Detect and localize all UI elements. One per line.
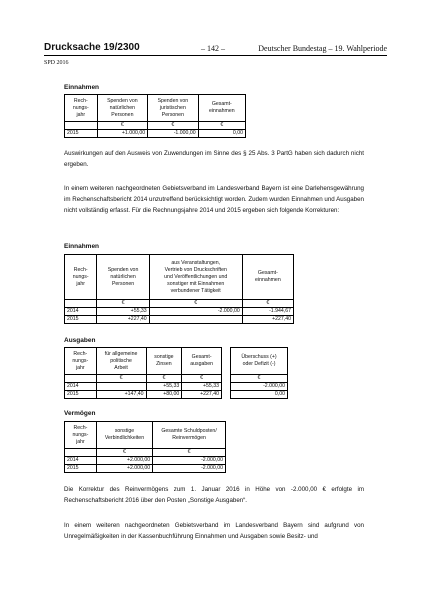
page-header [44, 42, 387, 56]
year-cell: 2015 [65, 391, 97, 399]
value-cell: +227,40 [242, 316, 293, 324]
value-cell: -2.000,00 [231, 383, 288, 391]
unit-cell [65, 122, 98, 130]
unit-cell: € [182, 375, 222, 383]
value-cell: +147,40 [96, 391, 146, 399]
value-cell: 0,00 [231, 391, 288, 399]
value-cell: +227,40 [182, 391, 222, 399]
table-vermoegen [64, 421, 226, 473]
unit-cell: € [97, 300, 149, 308]
col-header: Spenden von juristischen Personen [148, 95, 199, 122]
unit-cell [65, 375, 97, 383]
unit-cell [65, 449, 97, 457]
paragraph-4: In einem weiteren nachgeordneten Gebietsverband im Landesverband Bayern sind aufgrund von Unregelmäßigkeiten in der Kassenbuchführung Einnahmen und Ausgaben sowie Besitz- und [64, 522, 364, 540]
col-header: Überschuss (+) oder Defizit (-) [231, 348, 288, 375]
unit-cell: € [97, 122, 148, 130]
table-row [65, 130, 246, 138]
table-row [231, 383, 288, 391]
col-header: Gesamt- einnahmen [198, 95, 245, 122]
section-title: Einnahmen [64, 243, 100, 250]
year-cell: 2014 [65, 383, 97, 391]
table-ausgaben [64, 347, 222, 399]
year-cell: 2014 [65, 308, 97, 316]
table-row [65, 316, 294, 324]
col-header: Gesamte Schuldposten/ Reinvermögen [153, 422, 226, 449]
col-header: aus Veranstaltungen, Vertrieb von Druckschriften und Veröffentlichungen und sonstiger mit Einnahmen verbundener Tätigkeit [149, 255, 242, 300]
value-cell: +1.000,00 [97, 130, 148, 138]
value-cell: +2.000,00 [96, 465, 152, 473]
table-ueberschuss [230, 347, 288, 399]
col-header: Rech- nungs- jahr [65, 348, 97, 375]
table-row [65, 308, 294, 316]
value-cell [149, 316, 242, 324]
table-row [65, 457, 226, 465]
page-number: – 142 – [201, 44, 225, 53]
value-cell: +55,33 [97, 308, 149, 316]
year-cell: 2015 [65, 130, 98, 138]
value-cell: -1.944,67 [242, 308, 293, 316]
col-header: Gesamt- einnahmen [242, 255, 293, 300]
party-label: SPD 2016 [44, 60, 69, 66]
unit-cell: € [153, 449, 226, 457]
value-cell: -2.000,00 [153, 457, 226, 465]
year-cell: 2015 [65, 465, 97, 473]
unit-cell: € [198, 122, 245, 130]
unit-cell [65, 300, 97, 308]
col-header: für allgemeine politische Arbeit [96, 348, 146, 375]
unit-cell: € [149, 300, 242, 308]
value-cell: +2.000,00 [96, 457, 152, 465]
section-title: Einnahmen [64, 84, 100, 91]
value-cell: +80,00 [146, 391, 182, 399]
value-cell: -1.000,00 [148, 130, 199, 138]
year-cell: 2015 [65, 316, 97, 324]
table-row [65, 391, 222, 399]
period-label: Deutscher Bundestag – 19. Wahlperiode [258, 44, 387, 53]
col-header: Spenden von natürlichen Personen [97, 95, 148, 122]
table-row [231, 391, 288, 399]
paragraph-2: In einem weiteren nachgeordneten Gebietsverband im Landesverband Bayern ist eine Darlehensgewährung im Rechenschaftsbericht 2014 unzutreffend berücksichtigt worden. Zudem wurden Einnahmen und Ausgaben nicht vollständig erfasst. Für die Rechnungsjahre 2014 und 2015 ergeben sich folgende Korrekturen: [64, 185, 364, 214]
col-header: Rech- nungs- jahr [65, 255, 97, 300]
value-cell: +227,40 [97, 316, 149, 324]
value-cell: -2.000,00 [153, 465, 226, 473]
unit-cell: € [231, 375, 288, 383]
paragraph-1: Auswirkungen auf den Ausweis von Zuwendungen im Sinne des § 25 Abs. 3 PartG haben sich dadurch nicht ergeben. [64, 150, 364, 168]
value-cell: +55,33 [146, 383, 182, 391]
col-header: Rech- nungs- jahr [65, 422, 97, 449]
value-cell: 0,00 [198, 130, 245, 138]
unit-cell: € [146, 375, 182, 383]
section-title: Vermögen [64, 410, 96, 417]
year-cell: 2014 [65, 457, 97, 465]
col-header: sonstige Zinsen [146, 348, 182, 375]
col-header: sonstige Verbindlichkeiten [96, 422, 152, 449]
unit-cell: € [96, 375, 146, 383]
section-title: Ausgaben [64, 337, 96, 344]
value-cell [96, 383, 146, 391]
document-number: Drucksache 19/2300 [44, 42, 140, 53]
table-einnahmen-1 [64, 94, 246, 138]
paragraph-3: Die Korrektur des Reinvermögens zum 1. Januar 2016 in Höhe von -2.000,00 € erfolgte im Rechenschaftsbericht 2016 über den Posten „Sonstige Ausgaben“. [64, 486, 364, 504]
table-row [65, 383, 222, 391]
value-cell: -2.000,00 [149, 308, 242, 316]
col-header: Gesamt- ausgaben [182, 348, 222, 375]
col-header: Rech- nungs- jahr [65, 95, 98, 122]
table-einnahmen-2 [64, 254, 294, 324]
unit-cell: € [148, 122, 199, 130]
col-header: Spenden von natürlichen Personen [97, 255, 149, 300]
table-row [65, 465, 226, 473]
unit-cell: € [96, 449, 152, 457]
unit-cell: € [242, 300, 293, 308]
value-cell: +55,33 [182, 383, 222, 391]
